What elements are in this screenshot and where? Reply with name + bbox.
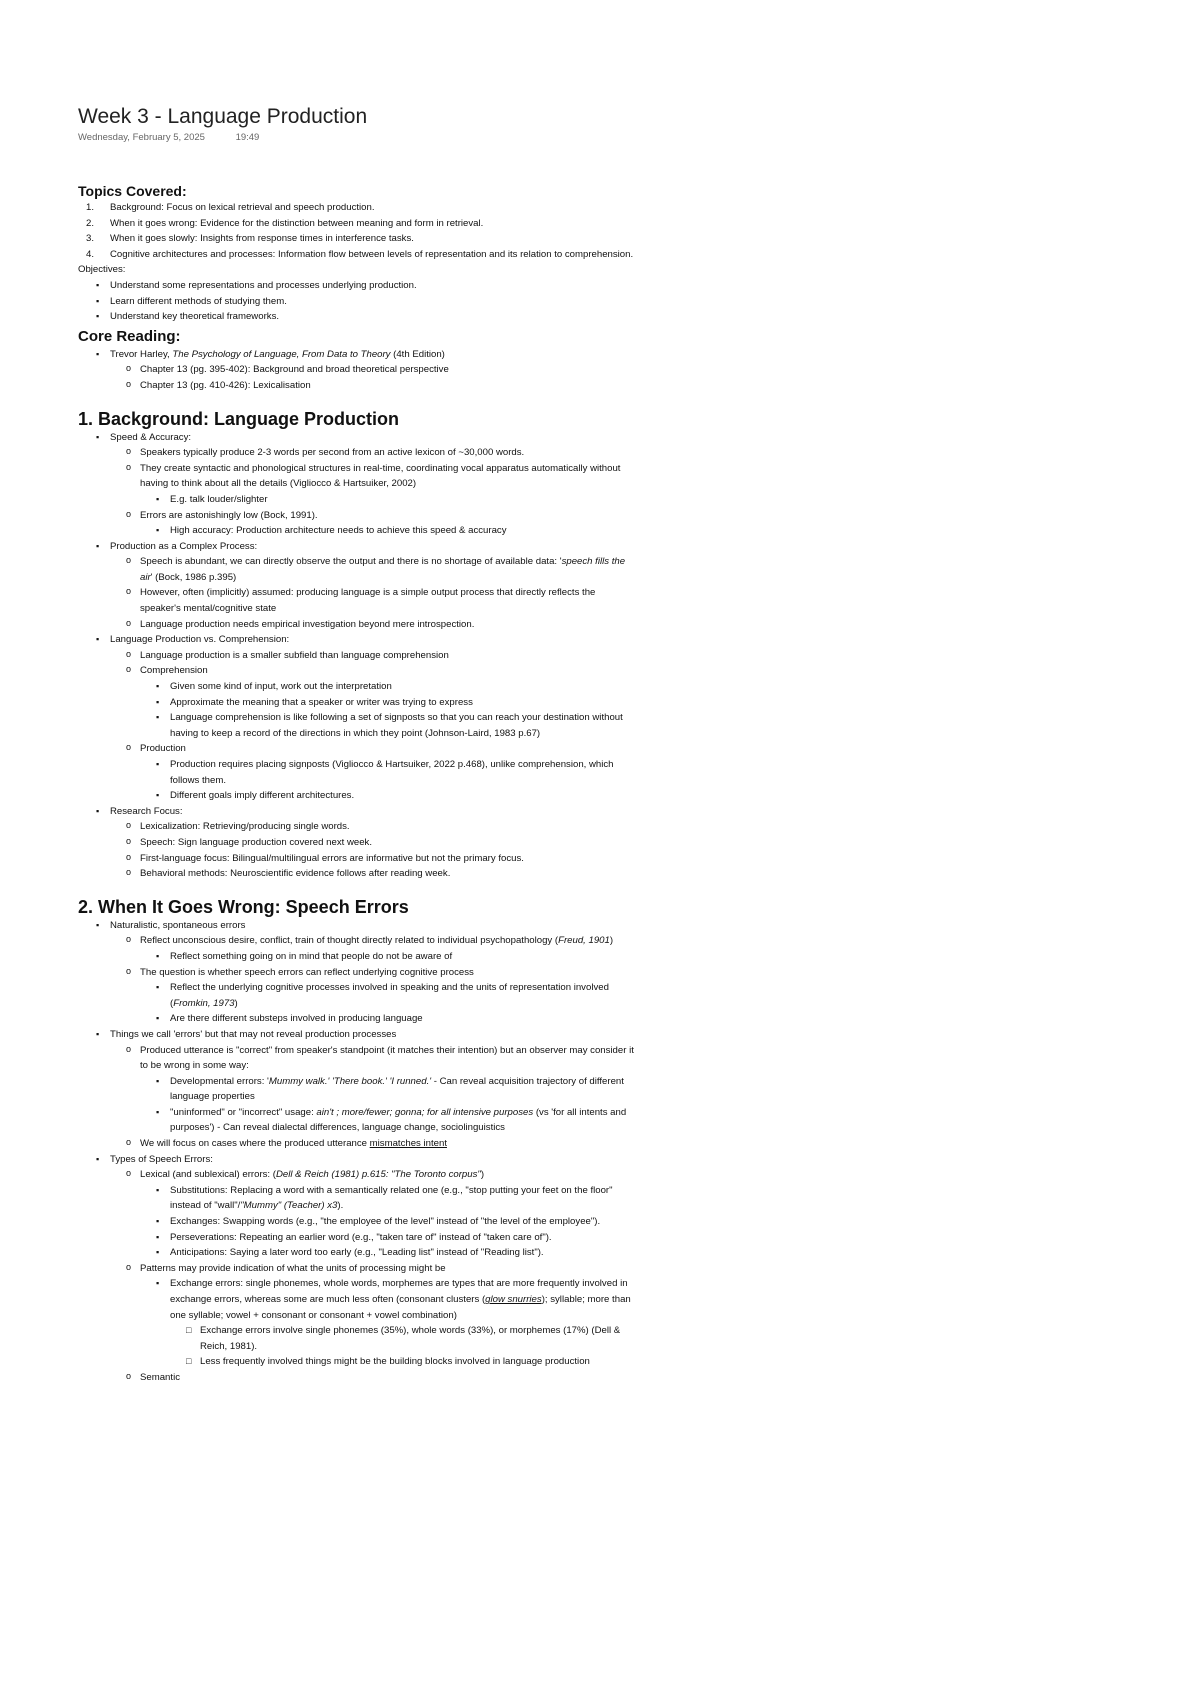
objectives-list [78,278,638,325]
list-item: 2. When it goes wrong: Evidence for the distinction between meaning and form in retrieval. [86,217,484,229]
list-item: 4. Cognitive architectures and processes: Information flow between levels of representation and its relation to comprehension. [86,248,634,260]
core-reading-list [78,347,638,394]
list-item: ▪ Developmental errors: 'Mummy walk.' 'There book.' 'I runned.' - Can reveal acquisition trajectory of different language properties [140,1074,638,1105]
list-item: ▪ Perseverations: Repeating an earlier word (e.g., "taken tare of" instead of "taken care of"). [140,1230,638,1246]
section1-heading: 1. Background: Language Production [78,408,400,429]
list-item: ▪ Exchanges: Swapping words (e.g., "the employee of the level" instead of "the level of the employee"). [140,1214,638,1230]
list-item: ▪ Things we call 'errors' but that may not reveal production processes o Produced utterance is "correct" from speaker's standpoint (it matches their intention) but an observer may consider it to be wrong in some way: ▪ Developmental errors: 'Mummy walk.' 'There book.' 'I runned.' - Can reveal acquisition trajectory of different language properties ▪ "uninformed" or "incorrect" usage: ain't ; more/fewer; gonna; for all intensive purposes (vs 'for all intents and purposes') - Can reveal dialectal differences, language change, sociolinguistics o We will focus on cases where the produced utterance mismatches intent [78,1027,638,1152]
page-title: Week 3 - Language Production [78,105,368,128]
note-page [78,104,638,1386]
list-item: ▪ Learn different methods of studying them. [78,294,638,310]
list-item: ▪ Research Focus: o Lexicalization: Retrieving/producing single words. o Speech: Sign language production covered next week. o First-language focus: Bilingual/multilingual errors are informative but not the primary focus. o Behavioral methods: Neuroscientific evidence follows after reading week. [78,804,638,882]
list-item: o First-language focus: Bilingual/multilingual errors are informative but not the primary focus. [110,851,638,867]
list-item: ▪ Understand some representations and processes underlying production. [78,278,638,294]
list-item: o Reflect unconscious desire, conflict, train of thought directly related to individual psychopathology (Freud, 1901) ▪ Reflect something going on in mind that people do not be aware of [110,933,638,964]
list-item: o Semantic [110,1370,638,1386]
section2-heading: 2. When It Goes Wrong: Speech Errors [78,896,409,917]
list-item: ▪ Understand key theoretical frameworks. [78,309,638,325]
list-item: ▪ Reflect the underlying cognitive processes involved in speaking and the units of representation involved (Fromkin, 1973) [140,980,638,1011]
list-item: o The question is whether speech errors can reflect underlying cognitive process ▪ Reflect the underlying cognitive processes involved in speaking and the units of representation involved (Fromkin, 1973) ▪ Are there different substeps involved in producing language [110,965,638,1027]
section1-body [78,430,638,882]
list-item: ▪ Are there different substeps involved in producing language [140,1011,638,1027]
list-item: ▪ Language comprehension is like following a set of signposts so that you can reach your destination without having to keep a record of the directions in which they point (Johnson-Laird, 1983 p.67) [140,710,638,741]
list-item: o Speech: Sign language production covered next week. [110,835,638,851]
list-item: 3. When it goes slowly: Insights from response times in interference tasks. [86,233,414,245]
list-item: o Errors are astonishingly low (Bock, 1991). ▪ High accuracy: Production architecture needs to achieve this speed & accuracy [110,508,638,539]
list-item: □ Exchange errors involve single phonemes (35%), whole words (33%), or morphemes (17%) (Dell & Reich, 1981). [170,1323,638,1354]
page-time: 19:49 [235,132,260,143]
objectives-heading: Objectives: [78,264,126,276]
list-item: o Patterns may provide indication of what the units of processing might be ▪ Exchange errors: single phonemes, whole words, morphemes are types that are more frequently involved in exchange errors, whereas some are much less often (consonant clusters (glow snurries); syllable; more than one syllable; vowel + consonant or consonant + vowel combination) □ Exchange errors involve single phonemes (35%), whole words (33%), or morphemes (17%) (Dell & Reich, 1981). □ Less frequently involved things might be the building blocks involved in language production [110,1261,638,1370]
list-item: o Lexical (and sublexical) errors: (Dell & Reich (1981) p.615: "The Toronto corpus") ▪ Substitutions: Replacing a word with a semantically related one (e.g., "stop putting your feet on the floor" instead of "wall"/"Mummy" (Teacher) x3). ▪ Exchanges: Swapping words (e.g., "the employee of the level" instead of "the level of the employee"). ▪ Perseverations: Repeating an earlier word (e.g., "taken tare of" instead of "taken care of"). ▪ Anticipations: Saying a later word too early (e.g., "Leading list" instead of "Reading list"). [110,1167,638,1261]
list-item: ▪ Trevor Harley, The Psychology of Language, From Data to Theory (4th Edition) o Chapter 13 (pg. 395-402): Background and broad theoretical perspective o Chapter 13 (pg. 410-426): Lexicalisation [78,347,638,394]
list-item: ▪ Approximate the meaning that a speaker or writer was trying to express [140,695,638,711]
page-meta [78,132,638,146]
list-item: o Lexicalization: Retrieving/producing single words. [110,819,638,835]
list-item: 1. Background: Focus on lexical retrieval and speech production. [86,202,375,213]
list-item: ▪ Language Production vs. Comprehension: o Language production is a smaller subfield than language comprehension o Comprehension ▪ Given some kind of input, work out the interpretation ▪ Approximate the meaning that a speaker or writer was trying to express ▪ Language comprehension is like following a set of signposts so that you can reach your destination without having to keep a record of the directions in which they point (Johnson-Laird, 1983 p.67) o Production ▪ Production requires placing signposts (Vigliocco & Hartsuiker, 2022 p.468), unlike comprehension, which follows them. ▪ Different goals imply different architectures. [78,632,638,804]
list-item: o Production ▪ Production requires placing signposts (Vigliocco & Hartsuiker, 2022 p.468), unlike comprehension, which follows them. ▪ Different goals imply different architectures. [110,741,638,803]
section2-body [78,918,638,1386]
topics-heading: Topics Covered: [78,183,187,199]
core-reading-heading: Core Reading: [78,327,181,345]
topics-list [78,200,638,262]
list-item: ▪ Speed & Accuracy: o Speakers typically produce 2-3 words per second from an active lexicon of ~30,000 words. o They create syntactic and phonological structures in real-time, coordinating vocal apparatus automatically without having to think about all the details (Vigliocco & Hartsuiker, 2002) ▪ E.g. talk louder/slighter o Errors are astonishingly low (Bock, 1991). ▪ High accuracy: Production architecture needs to achieve this speed & accuracy [78,430,638,539]
list-item: ▪ Production as a Complex Process: o Speech is abundant, we can directly observe the output and there is no shortage of available data: 'speech fills the air' (Bock, 1986 p.395) o However, often (implicitly) assumed: producing language is a simple output process that directly reflects the speaker's mental/cognitive state o Language production needs empirical investigation beyond mere introspection. [78,539,638,633]
list-item: o Chapter 13 (pg. 410-426): Lexicalisation [110,378,638,394]
list-item: o Language production is a smaller subfield than language comprehension [110,648,638,664]
list-item: ▪ High accuracy: Production architecture needs to achieve this speed & accuracy [140,523,638,539]
list-item: ▪ Anticipations: Saying a later word too early (e.g., "Leading list" instead of "Reading list"). [140,1245,638,1261]
list-item: ▪ Different goals imply different architectures. [140,788,638,804]
list-item: ▪ E.g. talk louder/slighter [140,492,638,508]
list-item: o Chapter 13 (pg. 395-402): Background and broad theoretical perspective [110,362,638,378]
list-item: o They create syntactic and phonological structures in real-time, coordinating vocal apparatus automatically without having to think about all the details (Vigliocco & Hartsuiker, 2002) ▪ E.g. talk louder/slighter [110,461,638,508]
list-item: ▪ Substitutions: Replacing a word with a semantically related one (e.g., "stop putting your feet on the floor" instead of "wall"/"Mummy" (Teacher) x3). [140,1183,638,1214]
list-item: ▪ "uninformed" or "incorrect" usage: ain't ; more/fewer; gonna; for all intensive purposes (vs 'for all intents and purposes') - Can reveal dialectal differences, language change, sociolinguistics [140,1105,638,1136]
list-item: ▪ Exchange errors: single phonemes, whole words, morphemes are types that are more frequently involved in exchange errors, whereas some are much less often (consonant clusters (glow snurries); syllable; more than one syllable; vowel + consonant or consonant + vowel combination) □ Exchange errors involve single phonemes (35%), whole words (33%), or morphemes (17%) (Dell & Reich, 1981). □ Less frequently involved things might be the building blocks involved in language production [140,1276,638,1370]
list-item: ▪ Naturalistic, spontaneous errors o Reflect unconscious desire, conflict, train of thought directly related to individual psychopathology (Freud, 1901) ▪ Reflect something going on in mind that people do not be aware of o The question is whether speech errors can reflect underlying cognitive process ▪ Reflect the underlying cognitive processes involved in speaking and the units of representation involved (Fromkin, 1973) ▪ Are there different substeps involved in producing language [78,918,638,1027]
list-item: □ Less frequently involved things might be the building blocks involved in language production [170,1354,638,1370]
list-item: ▪ Production requires placing signposts (Vigliocco & Hartsuiker, 2022 p.468), unlike comprehension, which follows them. [140,757,638,788]
list-item: o Language production needs empirical investigation beyond mere introspection. [110,617,638,633]
list-item: o Produced utterance is "correct" from speaker's standpoint (it matches their intention) but an observer may consider it to be wrong in some way: ▪ Developmental errors: 'Mummy walk.' 'There book.' 'I runned.' - Can reveal acquisition trajectory of different language properties ▪ "uninformed" or "incorrect" usage: ain't ; more/fewer; gonna; for all intensive purposes (vs 'for all intents and purposes') - Can reveal dialectal differences, language change, sociolinguistics [110,1043,638,1137]
list-item: o Speakers typically produce 2-3 words per second from an active lexicon of ~30,000 words. [110,445,638,461]
list-item: o Comprehension ▪ Given some kind of input, work out the interpretation ▪ Approximate the meaning that a speaker or writer was trying to express ▪ Language comprehension is like following a set of signposts so that you can reach your destination without having to keep a record of the directions in which they point (Johnson-Laird, 1983 p.67) [110,663,638,741]
list-item: o Behavioral methods: Neuroscientific evidence follows after reading week. [110,866,638,882]
list-item: o Speech is abundant, we can directly observe the output and there is no shortage of available data: 'speech fills the air' (Bock, 1986 p.395) [110,554,638,585]
list-item: o We will focus on cases where the produced utterance mismatches intent [110,1136,638,1152]
list-item: ▪ Reflect something going on in mind that people do not be aware of [140,949,638,965]
list-item: ▪ Types of Speech Errors: o Lexical (and sublexical) errors: (Dell & Reich (1981) p.615: "The Toronto corpus") ▪ Substitutions: Replacing a word with a semantically related one (e.g., "stop putting your feet on the floor" instead of "wall"/"Mummy" (Teacher) x3). ▪ Exchanges: Swapping words (e.g., "the employee of the level" instead of "the level of the employee"). ▪ Perseverations: Repeating an earlier word (e.g., "taken tare of" instead of "taken care of"). ▪ Anticipations: Saying a later word too early (e.g., "Leading list" instead of "Reading list"). o Patterns may provide indication of what the units of processing might be ▪ Exchange errors: single phonemes, whole words, morphemes are types that are more frequently involved in exchange errors, whereas some are much less often (consonant clusters (glow snurries); syllable; more than one syllable; vowel + consonant or consonant + vowel combination) □ Exchange errors involve single phonemes (35%), whole words (33%), or morphemes (17%) (Dell & Reich, 1981). □ Less frequently involved things might be the building blocks involved in language production o Semantic [78,1152,638,1386]
page-date: Wednesday, February 5, 2025 [78,132,205,143]
list-item: o However, often (implicitly) assumed: producing language is a simple output process that directly reflects the speaker's mental/cognitive state [110,585,638,616]
list-item: ▪ Given some kind of input, work out the interpretation [140,679,638,695]
